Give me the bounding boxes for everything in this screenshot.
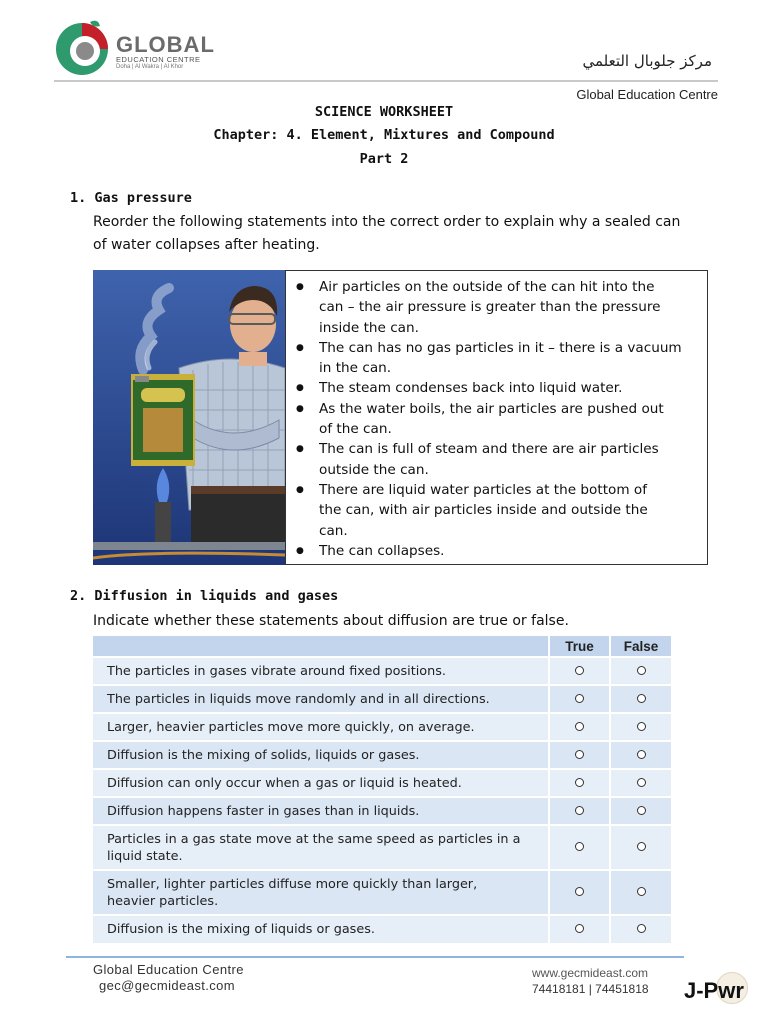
true-option-cell bbox=[549, 769, 610, 797]
statement-text-line: The can is full of steam and there are air particles bbox=[319, 441, 659, 458]
statement-text-line: As the water boils, the air particles are pushed out bbox=[319, 400, 664, 417]
statement-cell-text: Smaller, lighter particles diffuse more quickly than larger, bbox=[107, 876, 478, 892]
diffusion-true-false-table bbox=[93, 636, 671, 943]
false-option-cell bbox=[610, 657, 671, 685]
false-option-cell bbox=[610, 797, 671, 825]
statement-item bbox=[294, 338, 697, 379]
statement-text-line: of the can. bbox=[319, 421, 392, 438]
true-option-cell bbox=[549, 870, 610, 915]
false-option-cell bbox=[610, 713, 671, 741]
footer-website: www.gecmideast.com bbox=[532, 966, 649, 980]
logo-wordmark: GLOBAL bbox=[116, 32, 215, 57]
logo-emblem-icon bbox=[54, 18, 114, 78]
part-title: Part 2 bbox=[359, 151, 409, 167]
statement-cell bbox=[93, 825, 549, 870]
table-header-row bbox=[93, 636, 671, 657]
false-radio-button[interactable] bbox=[637, 666, 646, 675]
true-radio-button[interactable] bbox=[575, 924, 584, 933]
table-row bbox=[93, 685, 671, 713]
true-option-cell bbox=[549, 915, 610, 943]
statement-cell bbox=[93, 657, 549, 685]
reorder-statements-list bbox=[294, 277, 697, 561]
false-radio-button[interactable] bbox=[637, 694, 646, 703]
false-option-cell bbox=[610, 685, 671, 713]
false-radio-button[interactable] bbox=[637, 806, 646, 815]
collapsing-can-experiment-photo bbox=[93, 270, 285, 565]
false-radio-button[interactable] bbox=[637, 842, 646, 851]
statement-cell-text: Larger, heavier particles move more quickly, on average. bbox=[107, 719, 475, 735]
statement-cell-text: heavier particles. bbox=[107, 893, 219, 909]
statement-item bbox=[294, 480, 697, 541]
true-option-cell bbox=[549, 713, 610, 741]
question-1-instruction-line-1: Reorder the following statements into the correct order to explain why a sealed can bbox=[93, 214, 681, 230]
statement-cell-text: The particles in gases vibrate around fixed positions. bbox=[107, 663, 446, 679]
table-row bbox=[93, 915, 671, 943]
false-radio-button[interactable] bbox=[637, 750, 646, 759]
statement-item bbox=[294, 277, 697, 338]
true-radio-button[interactable] bbox=[575, 887, 584, 896]
statement-text-line: The can has no gas particles in it – there is a vacuum bbox=[319, 339, 682, 356]
question-1-instruction-line-2: of water collapses after heating. bbox=[93, 237, 320, 253]
question-2-instruction: Indicate whether these statements about diffusion are true or false. bbox=[93, 613, 569, 629]
header-divider bbox=[54, 80, 718, 82]
true-radio-button[interactable] bbox=[575, 694, 584, 703]
statement-item bbox=[294, 541, 697, 561]
false-radio-button[interactable] bbox=[637, 778, 646, 787]
statement-text-line: inside the can. bbox=[319, 319, 419, 336]
footer-centre-name: Global Education Centre bbox=[93, 962, 244, 977]
statement-item bbox=[294, 399, 697, 440]
true-radio-button[interactable] bbox=[575, 778, 584, 787]
header-centre-label: Global Education Centre bbox=[576, 87, 718, 102]
statement-cell bbox=[93, 915, 549, 943]
statement-text-line: The steam condenses back into liquid water. bbox=[319, 380, 623, 397]
table-row bbox=[93, 657, 671, 685]
statement-cell bbox=[93, 797, 549, 825]
worksheet-title: SCIENCE WORKSHEET bbox=[314, 104, 454, 120]
false-radio-button[interactable] bbox=[637, 722, 646, 731]
table-row bbox=[93, 741, 671, 769]
false-radio-button[interactable] bbox=[637, 924, 646, 933]
chapter-title: Chapter: 4. Element, Mixtures and Compound bbox=[213, 127, 555, 143]
true-radio-button[interactable] bbox=[575, 750, 584, 759]
table-row bbox=[93, 713, 671, 741]
true-column-header: True bbox=[549, 636, 610, 657]
statement-text-line: There are liquid water particles at the bottom of bbox=[319, 481, 648, 498]
statement-cell-text: Diffusion happens faster in gases than in liquids. bbox=[107, 803, 420, 819]
table-row bbox=[93, 870, 671, 915]
statement-cell-text: Diffusion is the mixing of liquids or gases. bbox=[107, 922, 375, 937]
table-row bbox=[93, 769, 671, 797]
question-2-heading: 2. Diffusion in liquids and gases bbox=[70, 588, 339, 604]
false-option-cell bbox=[610, 769, 671, 797]
true-option-cell bbox=[549, 685, 610, 713]
statement-cell bbox=[93, 713, 549, 741]
statement-column-header bbox=[93, 636, 549, 657]
footer-phones: 74418181 | 74451818 bbox=[532, 982, 649, 996]
footer-divider bbox=[66, 956, 684, 958]
statement-cell-text: Diffusion is the mixing of solids, liquids or gases. bbox=[107, 747, 420, 763]
true-option-cell bbox=[549, 741, 610, 769]
statement-text-line: Air particles on the outside of the can hit into the bbox=[319, 279, 655, 295]
true-radio-button[interactable] bbox=[575, 842, 584, 851]
jpwr-watermark: J-Pwr bbox=[684, 978, 744, 1003]
true-radio-button[interactable] bbox=[575, 722, 584, 731]
logo-subtitle: EDUCATION CENTRE bbox=[116, 55, 201, 64]
false-column-header: False bbox=[610, 636, 671, 657]
table-row bbox=[93, 797, 671, 825]
statement-cell-text: Diffusion can only occur when a gas or liquid is heated. bbox=[107, 775, 462, 791]
statement-text-line: can – the air pressure is greater than the pressure bbox=[319, 299, 661, 316]
false-option-cell bbox=[610, 870, 671, 915]
table-row bbox=[93, 825, 671, 870]
true-option-cell bbox=[549, 657, 610, 685]
statement-cell-text: liquid state. bbox=[107, 848, 183, 864]
statement-text-line: the can, with air particles inside and outside the bbox=[319, 502, 648, 519]
statement-cell-text: Particles in a gas state move at the same speed as particles in a bbox=[107, 831, 521, 847]
question-1-heading: 1. Gas pressure bbox=[70, 190, 192, 206]
logo-locations: Doha | Al Wakra | Al Khor bbox=[116, 64, 184, 70]
statement-cell bbox=[93, 741, 549, 769]
statement-text-line: outside the can. bbox=[319, 461, 429, 478]
true-radio-button[interactable] bbox=[575, 806, 584, 815]
false-option-cell bbox=[610, 915, 671, 943]
true-option-cell bbox=[549, 797, 610, 825]
statement-text-line: can. bbox=[319, 522, 348, 539]
false-radio-button[interactable] bbox=[637, 887, 646, 896]
statement-cell bbox=[93, 685, 549, 713]
statement-text-line: in the can. bbox=[319, 360, 392, 377]
statement-item bbox=[294, 378, 697, 398]
arabic-centre-name: مركز جلوبال التعلمي bbox=[582, 52, 712, 70]
true-radio-button[interactable] bbox=[575, 666, 584, 675]
global-education-centre-logo bbox=[54, 18, 234, 78]
statement-text-line: The can collapses. bbox=[319, 542, 445, 559]
statement-cell bbox=[93, 769, 549, 797]
reorder-statements-box bbox=[285, 270, 708, 565]
statement-cell-text: The particles in liquids move randomly and in all directions. bbox=[107, 691, 490, 707]
true-option-cell bbox=[549, 825, 610, 870]
statement-item bbox=[294, 439, 697, 480]
false-option-cell bbox=[610, 741, 671, 769]
false-option-cell bbox=[610, 825, 671, 870]
footer-email: gec@gecmideast.com bbox=[99, 978, 236, 993]
statement-cell bbox=[93, 870, 549, 915]
